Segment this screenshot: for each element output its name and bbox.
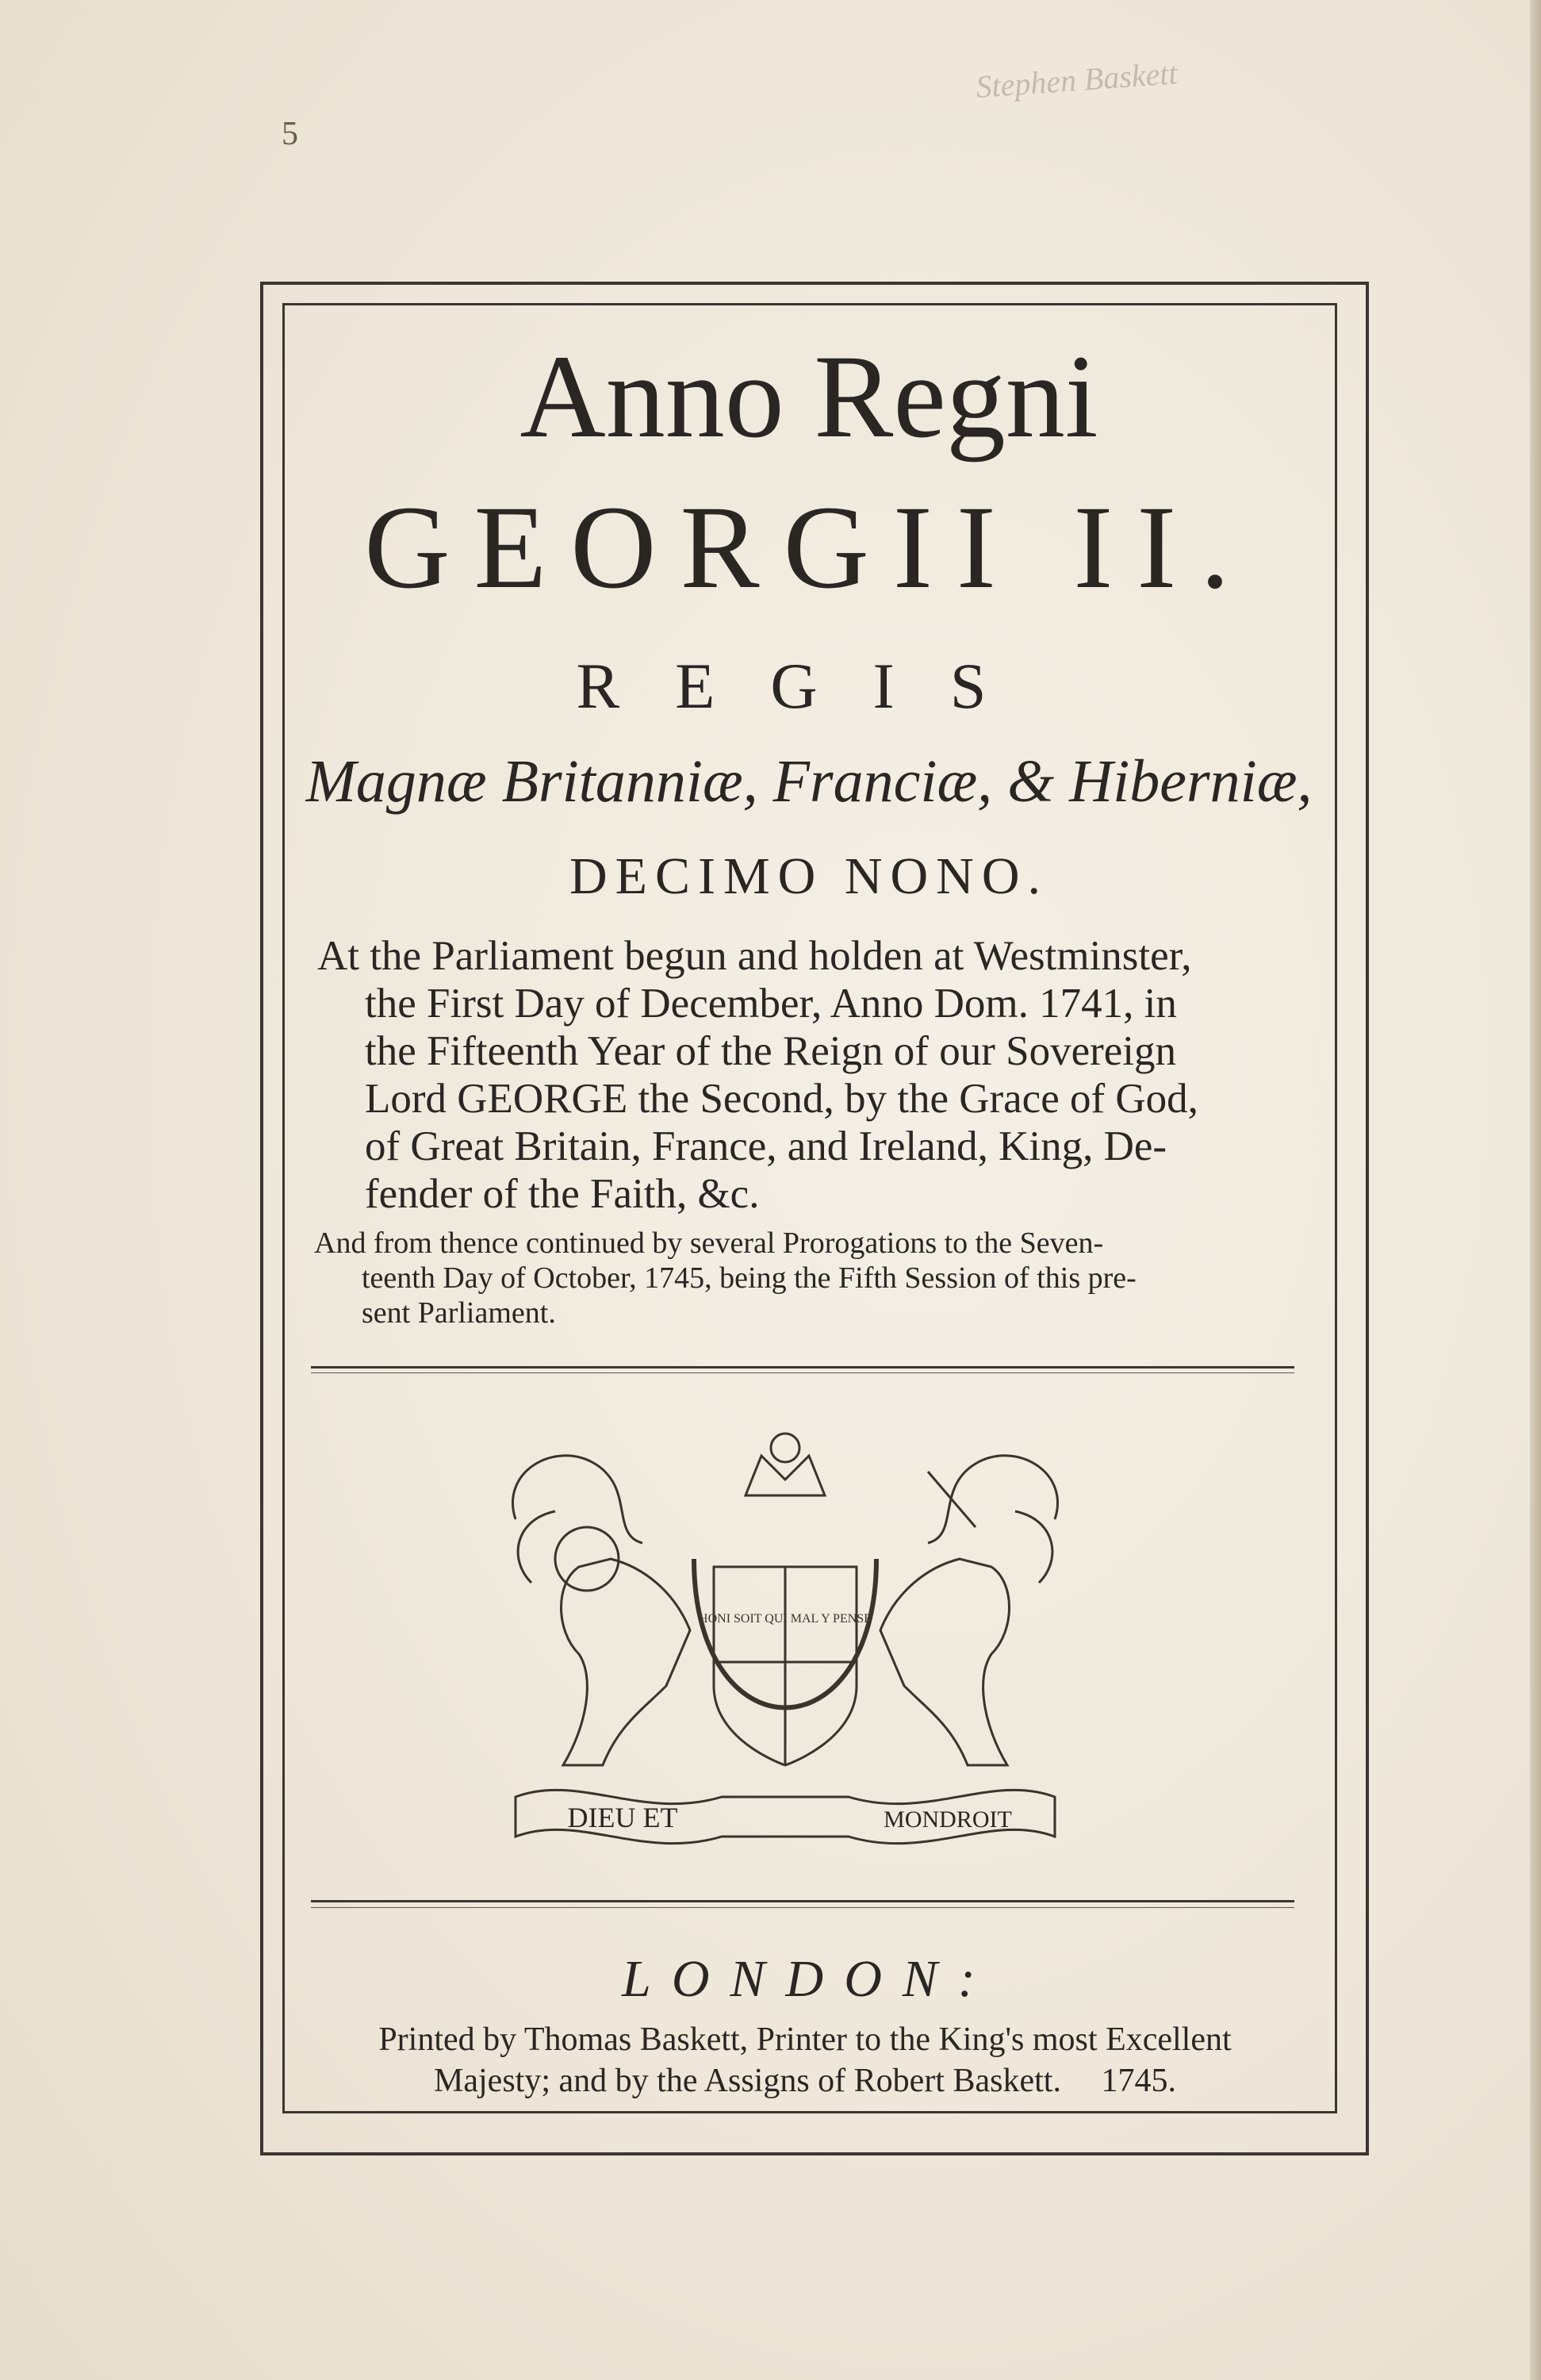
imprint-line-two: Majesty; and by the Assigns of Robert Baskett.	[434, 2063, 1061, 2099]
parliament-line: of Great Britain, France, and Ireland, King, De-	[365, 1123, 1167, 1169]
title-decimo-nono: DECIMO NONO.	[569, 847, 1048, 905]
continuation-paragraph	[314, 1226, 1301, 1330]
parliament-line: the First Day of December, Anno Dom. 1741, in	[365, 981, 1177, 1027]
imprint-line: Printed by Thomas Baskett, Printer to the King's most Excellent	[378, 2021, 1232, 2058]
page-edge	[1530, 0, 1541, 2380]
divider-rule	[311, 1372, 1294, 1373]
pencil-annotation: Stephen Baskett	[974, 55, 1179, 105]
parliament-line: fender of the Faith, &c.	[365, 1171, 760, 1217]
divider-rule	[311, 1900, 1294, 1902]
divider-rule	[311, 1907, 1294, 1908]
parliament-line: At the Parliament begun and holden at Westminster,	[317, 933, 1192, 979]
garter-motto: HONI SOIT QUI MAL Y PENSE	[699, 1612, 872, 1626]
continuation-line: teenth Day of October, 1745, being the Fifth Session of this pre-	[362, 1261, 1137, 1295]
imprint-line	[309, 2060, 1301, 2102]
parliament-paragraph	[317, 932, 1301, 1218]
motto-right: MONDROIT	[884, 1806, 1012, 1833]
parliament-line: Lord GEORGE the Second, by the Grace of God,	[365, 1076, 1198, 1122]
title-anno-regni: Anno Regni	[519, 331, 1098, 463]
imprint-city: LONDON:	[622, 1950, 996, 2008]
margin-number: 5	[282, 116, 298, 152]
title-georgii: GEORGII II.	[364, 482, 1254, 613]
imprint-text	[309, 2019, 1301, 2102]
parliament-line: the Fifteenth Year of the Reign of our Sovereign	[365, 1028, 1176, 1074]
continuation-line: And from thence continued by several Prorogations to the Seven-	[314, 1226, 1104, 1260]
motto-left: DIEU ET	[567, 1802, 678, 1833]
royal-coat-of-arms-icon	[484, 1424, 1087, 1868]
imprint-year: 1745.	[1101, 2063, 1176, 2099]
title-regis: REGIS	[576, 650, 1042, 722]
continuation-line: sent Parliament.	[362, 1296, 556, 1330]
title-realms: Magnæ Britanniæ, Franciæ, & Hiberniæ,	[305, 748, 1313, 815]
divider-rule	[311, 1366, 1294, 1368]
